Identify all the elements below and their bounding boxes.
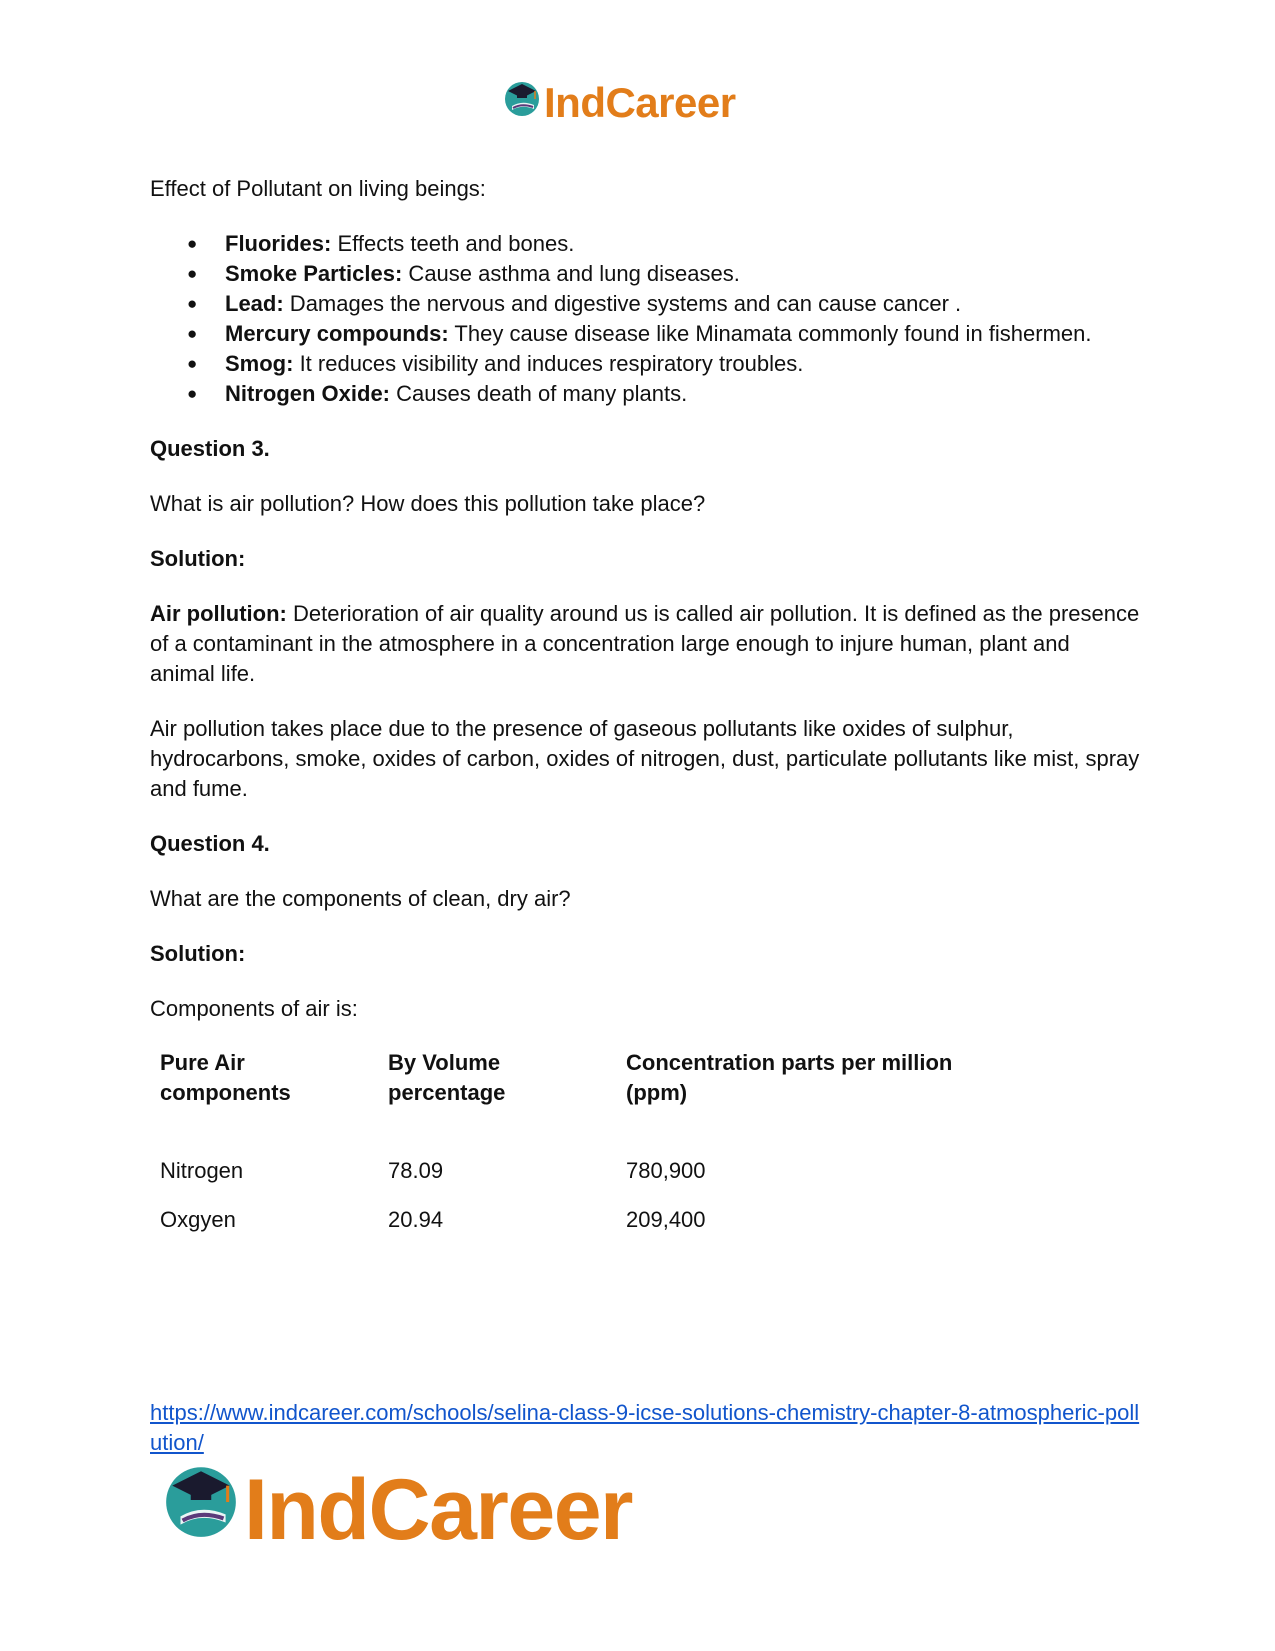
document-body bbox=[150, 174, 1140, 1246]
solution-4-intro: Components of air is: bbox=[150, 996, 358, 1021]
list-item: ● Fluorides: Effects teeth and bones. bbox=[225, 229, 1140, 259]
list-item: ● Smoke Particles: Cause asthma and lung diseases. bbox=[225, 259, 1140, 289]
table-row bbox=[150, 1148, 1016, 1197]
table-cell: 209,400 bbox=[626, 1207, 706, 1232]
logo-text: IndCareer bbox=[244, 1461, 632, 1558]
question-3-heading: Question 3. bbox=[150, 436, 270, 461]
pollutant-list bbox=[150, 229, 1140, 409]
question-4-text: What are the components of clean, dry air? bbox=[150, 886, 571, 911]
solution-4-label: Solution: bbox=[150, 941, 246, 966]
logo-text: IndCareer bbox=[544, 79, 736, 126]
table-row bbox=[150, 1197, 1016, 1246]
graduation-cap-globe-icon bbox=[502, 78, 542, 128]
table-cell: 20.94 bbox=[388, 1207, 444, 1232]
table-header-cell: Pure Air components bbox=[160, 1050, 291, 1105]
air-components-table bbox=[150, 1036, 1016, 1246]
table-cell: Oxgyen bbox=[160, 1207, 236, 1232]
list-item: ● Lead: Damages the nervous and digestive systems and can cause cancer . bbox=[225, 289, 1140, 319]
header-logo bbox=[502, 78, 736, 128]
list-item: ● Mercury compounds: They cause disease like Minamata commonly found in fishermen. bbox=[225, 319, 1140, 349]
table-cell: Nitrogen bbox=[160, 1158, 244, 1183]
source-link[interactable]: https://www.indcareer.com/schools/selina-class-9-icse-solutions-chemistry-chapter-8-atmospheric-pollution/ bbox=[150, 1400, 1140, 1455]
question-3-text: What is air pollution? How does this pollution take place? bbox=[150, 491, 706, 516]
graduation-cap-globe-icon bbox=[160, 1459, 242, 1562]
table-header-cell: By Volume percentage bbox=[388, 1050, 506, 1105]
table-header-row bbox=[150, 1036, 1016, 1148]
list-item: ● Smog: It reduces visibility and induces respiratory troubles. bbox=[225, 349, 1140, 379]
table-header-cell: Concentration parts per million (ppm) bbox=[626, 1050, 953, 1105]
table-cell: 78.09 bbox=[388, 1158, 444, 1183]
solution-3-paragraph-1: Air pollution: Deterioration of air quality around us is called air pollution. It is defined as the presence of a contaminant in the atmosphere in a concentration large enough to injure human, plant and animal life. bbox=[150, 601, 1140, 686]
intro-text: Effect of Pollutant on living beings: bbox=[150, 176, 486, 201]
footer-logo bbox=[160, 1461, 632, 1558]
question-4-heading: Question 4. bbox=[150, 831, 270, 856]
list-item: ● Nitrogen Oxide: Causes death of many plants. bbox=[225, 379, 1140, 409]
table-cell: 780,900 bbox=[626, 1158, 706, 1183]
solution-3-paragraph-2: Air pollution takes place due to the presence of gaseous pollutants like oxides of sulphur, hydrocarbons, smoke, oxides of carbon, oxides of nitrogen, dust, particulate pollutants like mist, spray and fume. bbox=[150, 716, 1140, 801]
solution-3-label: Solution: bbox=[150, 546, 246, 571]
